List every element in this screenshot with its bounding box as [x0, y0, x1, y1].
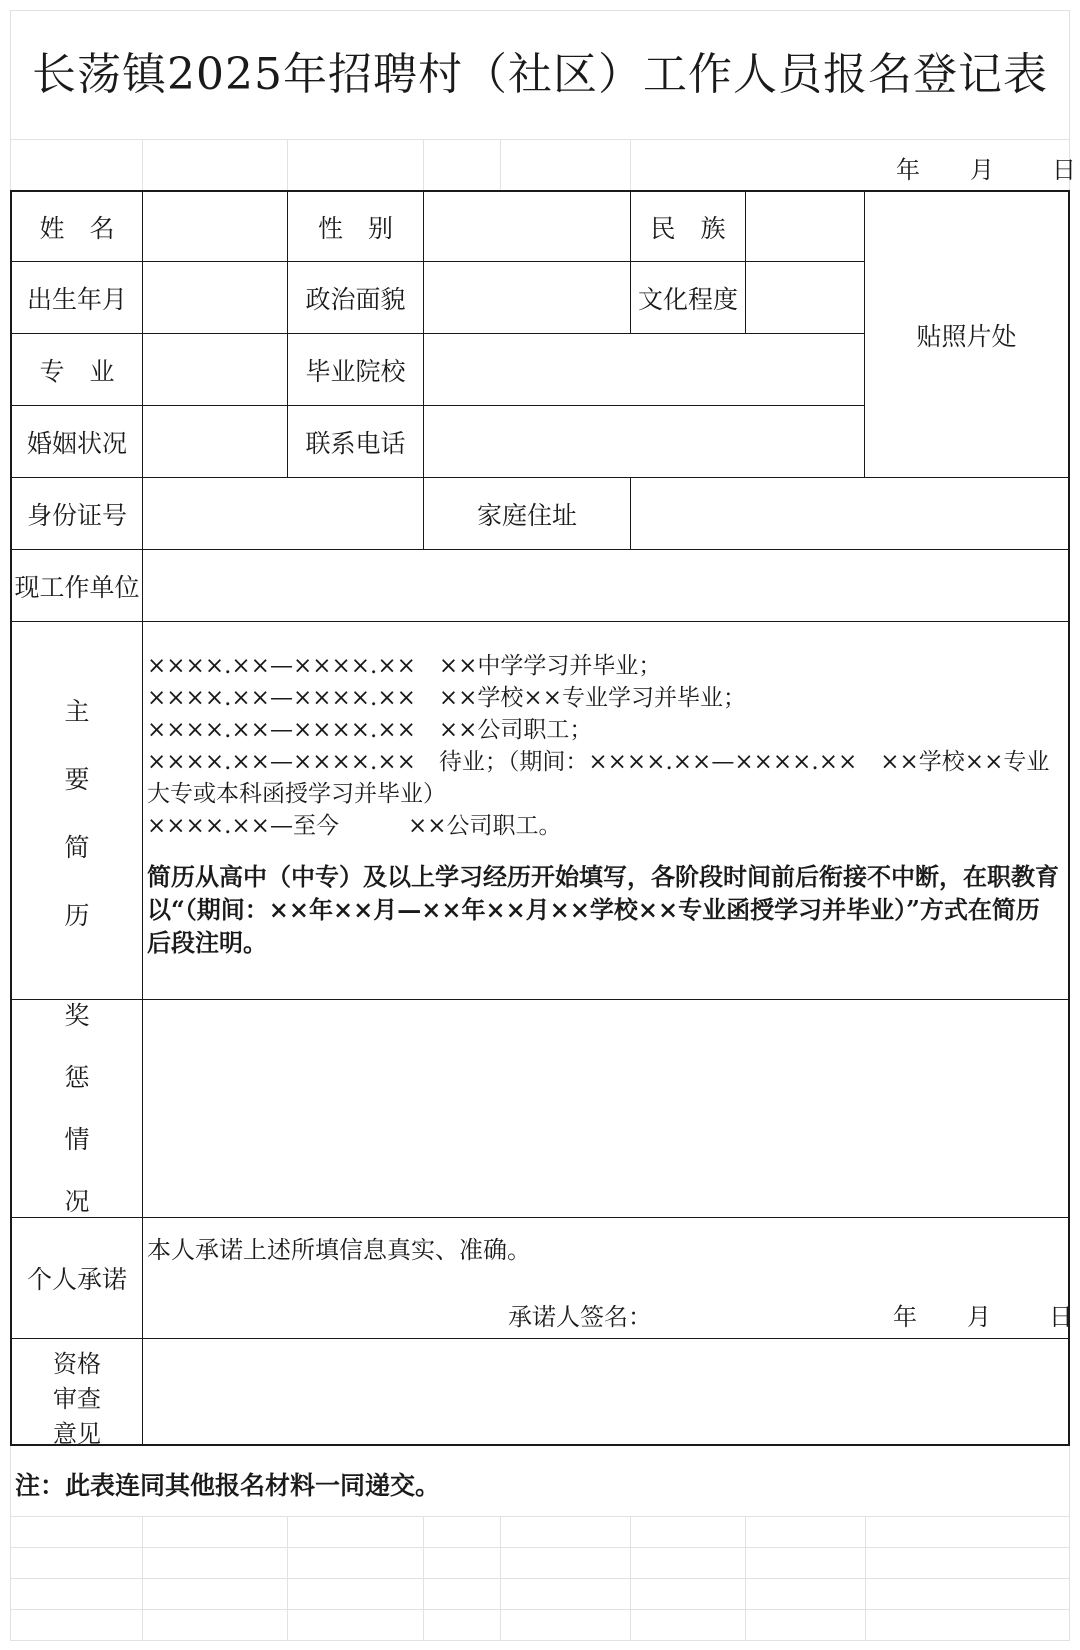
input-id-number[interactable] [143, 478, 423, 549]
awards-label-char: 奖 [64, 1001, 90, 1030]
label-resume [12, 692, 142, 932]
awards-label-char: 况 [64, 1187, 90, 1216]
pledge-date-year: 年 [893, 1303, 917, 1331]
pledge-signer-label: 承诺人签名： [508, 1303, 652, 1331]
resume-label-char: 主 [64, 697, 90, 726]
input-ethnicity[interactable] [746, 192, 864, 261]
form-title: 长荡镇2025年招聘村（社区）工作人员报名登记表 [32, 49, 1048, 100]
label-awards [12, 996, 142, 1218]
review-label-line: 意见 [53, 1420, 101, 1448]
resume-label-char: 简 [64, 833, 90, 862]
input-phone[interactable] [424, 406, 864, 477]
input-birth[interactable] [143, 262, 287, 333]
label-review [12, 1344, 142, 1448]
label-address: 家庭住址 [476, 500, 577, 530]
date-year: 年 [896, 156, 920, 184]
label-gender: 性 别 [317, 213, 393, 243]
pledge-date-month: 月 [967, 1303, 991, 1331]
resume-line: ××××.××—××××.×× ××公司职工； [147, 717, 593, 743]
date-header [896, 150, 1076, 185]
review-label-line: 资格 [53, 1350, 101, 1378]
resume-content[interactable] [147, 650, 1062, 959]
resume-line: ××××.××—××××.×× ××学校××专业学习并毕业； [147, 685, 746, 711]
label-ethnicity: 民 族 [650, 213, 726, 243]
date-month: 月 [970, 156, 994, 184]
input-school[interactable] [424, 334, 864, 405]
label-political: 政治面貌 [305, 284, 406, 314]
pledge-text: 本人承诺上述所填信息真实、准确。 [147, 1236, 531, 1264]
input-gender[interactable] [424, 192, 630, 261]
label-marital: 婚姻状况 [26, 428, 127, 458]
label-school: 毕业院校 [305, 356, 406, 386]
resume-instruction: 简历从高中（中专）及以上学习经历开始填写，各阶段时间前后衔接不中断，在职教育以“（期间：××年××月—××年××月××学校××专业函授学习并毕业）”方式在简历后段注明。 [147, 862, 1059, 957]
resume-line: ××××.××—××××.×× 待业；（期间：××××.××—××××.×× ××学校××专业大专或本科函授学习并毕业） [147, 749, 1050, 807]
label-birth: 出生年月 [26, 284, 127, 314]
input-major[interactable] [143, 334, 287, 405]
resume-label-char: 要 [64, 765, 90, 794]
review-label-line: 审查 [53, 1385, 101, 1413]
input-marital[interactable] [143, 406, 287, 477]
input-political[interactable] [424, 262, 630, 333]
resume-line: ××××.××—至今 ××公司职工。 [147, 813, 562, 839]
input-employer[interactable] [143, 550, 1068, 621]
input-name[interactable] [143, 192, 287, 261]
input-review[interactable] [143, 1339, 1068, 1444]
awards-label-char: 惩 [64, 1063, 90, 1092]
pledge-date-day: 日 [1049, 1303, 1073, 1331]
input-education[interactable] [746, 262, 864, 333]
photo-placeholder[interactable]: 贴照片处 [916, 321, 1017, 351]
input-address[interactable] [631, 478, 1068, 549]
footnote: 注：此表连同其他报名材料一同递交。 [15, 1471, 441, 1500]
awards-label-char: 情 [64, 1125, 90, 1154]
label-employer: 现工作单位 [14, 572, 140, 602]
label-phone: 联系电话 [305, 428, 406, 458]
resume-label-char: 历 [64, 901, 90, 930]
label-education: 文化程度 [637, 284, 738, 314]
date-day: 日 [1052, 156, 1076, 184]
label-name: 姓 名 [39, 213, 115, 243]
label-pledge: 个人承诺 [26, 1265, 127, 1294]
input-awards[interactable] [143, 1000, 1068, 1217]
pledge-date[interactable] [893, 1297, 1073, 1332]
resume-line: ××××.××—××××.×× ××中学学习并毕业； [147, 653, 662, 679]
label-major: 专 业 [39, 356, 115, 386]
label-id-number: 身份证号 [26, 500, 127, 530]
